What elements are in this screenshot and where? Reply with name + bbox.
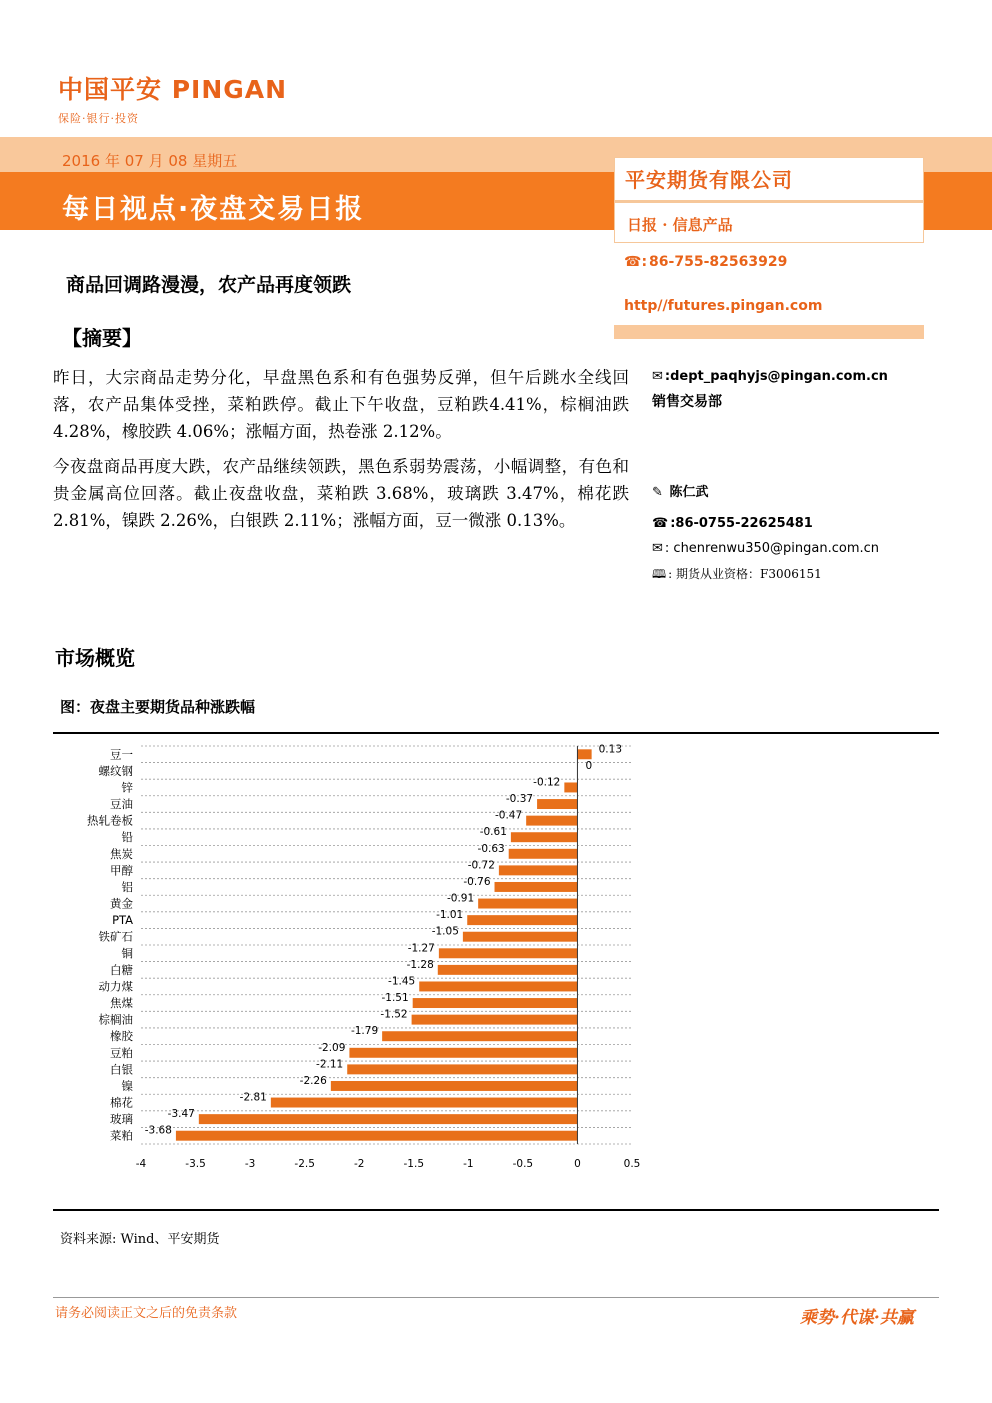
- category-label: 棉花: [110, 1095, 133, 1110]
- summary-heading: 【摘要】: [62, 326, 142, 350]
- bar: [382, 1031, 577, 1041]
- category-label: 豆粕: [110, 1045, 133, 1060]
- value-label: -1.27: [407, 942, 435, 955]
- category-label: 橡胶: [110, 1029, 133, 1044]
- bar: [478, 899, 577, 909]
- category-label: 焦煤: [110, 996, 133, 1011]
- value-label: -3.47: [167, 1108, 195, 1121]
- analyst-phone: [652, 516, 813, 531]
- x-tick-label: 0: [574, 1158, 581, 1170]
- category-label: 豆油: [110, 797, 133, 812]
- value-label: -1.79: [350, 1025, 379, 1038]
- bar: [419, 981, 577, 991]
- summary-paragraph-2: 今夜盘商品再度大跌，农产品继续领跌，黑色系弱势震荡，小幅调整，有色和贵金属高位回落。截止夜盘收盘，菜粕跌 3.68%，玻璃跌 3.47%，棉花跌 2.81%，镍跌 2.26%，白银跌 2.11%；涨幅方面，豆一微涨 0.13%。: [53, 457, 629, 530]
- data-source: 资料来源: Wind、平安期货: [60, 1232, 220, 1247]
- category-label: 豆一: [110, 747, 133, 762]
- report-date: 2016 年 07 月 08 星期五: [62, 152, 238, 170]
- company-panel: [614, 157, 924, 243]
- chart-top-rule: [53, 732, 939, 734]
- category-label: 菜粕: [110, 1128, 133, 1143]
- company-website[interactable]: http//futures.pingan.com: [624, 298, 823, 314]
- chart-caption: 图：夜盘主要期货品种涨跌幅: [60, 698, 256, 716]
- value-label: -0.72: [467, 859, 495, 872]
- department: 销售交易部: [652, 394, 722, 410]
- value-label: 0.13: [598, 743, 623, 756]
- category-label: 焦炭: [110, 846, 133, 861]
- category-label: 螺纹钢: [98, 763, 133, 778]
- value-label: -1.45: [388, 975, 416, 988]
- x-tick-label: -3: [244, 1158, 256, 1170]
- analyst-certificate: [652, 565, 822, 586]
- bar: [412, 1015, 578, 1025]
- value-label: 0: [585, 759, 593, 772]
- website-bar: [614, 325, 924, 339]
- value-label: -2.81: [239, 1091, 267, 1104]
- bar: [438, 965, 578, 975]
- bar: [199, 1114, 578, 1124]
- value-label: -0.61: [479, 826, 507, 839]
- headline: 商品回调路漫漫，农产品再度领跌: [66, 274, 352, 296]
- slogan: 乘势·代谋·共赢: [800, 1308, 914, 1328]
- value-label: -1.51: [381, 992, 409, 1005]
- value-label: -1.01: [436, 909, 464, 922]
- logo-name: 中国平安 PINGAN: [58, 75, 288, 104]
- bar: [347, 1064, 577, 1074]
- book-icon: 🕮: [652, 567, 667, 581]
- company-phone-number: 86-755-82563929: [649, 254, 788, 270]
- analyst: [652, 481, 708, 500]
- value-label: -2.11: [316, 1058, 344, 1071]
- category-label: 铅: [121, 830, 133, 845]
- category-label: 玻璃: [110, 1112, 133, 1127]
- value-label: -1.05: [431, 925, 459, 938]
- report-title: 每日视点·夜盘交易日报: [62, 194, 365, 225]
- category-label: 黄金: [110, 896, 133, 911]
- x-tick-label: -2.5: [294, 1158, 315, 1170]
- phone-icon: ☎: [652, 516, 669, 531]
- bar: [467, 915, 577, 925]
- x-tick-label: -4: [135, 1158, 147, 1170]
- category-label: 棕榈油: [98, 1012, 133, 1027]
- chart-bottom-rule: [53, 1209, 939, 1211]
- analyst-certificate-text: : 期货从业资格：F3006151: [668, 567, 822, 581]
- company-logo: [58, 70, 287, 126]
- x-tick-label: -2: [353, 1158, 365, 1170]
- bar: [564, 782, 577, 792]
- x-tick-label: -3.5: [185, 1158, 206, 1170]
- value-label: -0.91: [446, 892, 475, 905]
- value-label: -1.28: [406, 958, 434, 971]
- value-label: -3.68: [144, 1124, 172, 1137]
- bar: [176, 1131, 578, 1141]
- category-label: 铝: [121, 879, 133, 894]
- value-label: -0.47: [494, 809, 523, 822]
- bar: [577, 749, 591, 759]
- category-label: 动力煤: [98, 979, 133, 994]
- envelope-icon: ✉: [652, 369, 663, 384]
- pen-icon: ✎: [652, 485, 663, 500]
- bar: [463, 932, 578, 942]
- report-type: 日报 · 信息产品: [627, 216, 733, 234]
- x-tick-label: -0.5: [512, 1158, 534, 1170]
- bar: [413, 998, 578, 1008]
- value-label: -2.26: [299, 1074, 327, 1087]
- summary-paragraph-1: 昨日，大宗商品走势分化，早盘黑色系和有色强势反弹，但午后跳水全线回落，农产品集体受挫，菜粕跌停。截止下午收盘，豆粕跌4.41%，棕榈油跌 4.28%，橡胶跌 4.06%；涨幅方面，热卷涨 2.12%。: [53, 368, 629, 441]
- category-label: 甲醇: [110, 863, 133, 878]
- bar: [331, 1081, 578, 1091]
- category-label: 镍: [121, 1078, 133, 1093]
- analyst-name: 陈仁武: [669, 485, 709, 500]
- company-phone: [624, 254, 787, 270]
- bar: [526, 816, 577, 826]
- category-label: 锌: [121, 780, 133, 795]
- x-tick-label: 0.5: [623, 1158, 641, 1170]
- analyst-phone-number: :86-0755-22625481: [670, 516, 813, 531]
- phone-icon: ☎:: [624, 254, 648, 270]
- category-label: PTA: [112, 913, 133, 928]
- dept-email[interactable]: [652, 369, 888, 384]
- bar: [537, 799, 577, 809]
- value-label: -1.52: [380, 1008, 408, 1021]
- category-label: 白银: [110, 1062, 133, 1077]
- analyst-email[interactable]: [652, 541, 879, 556]
- value-label: -0.76: [463, 875, 491, 888]
- logo-tagline: 保险·银行·投资: [58, 112, 139, 125]
- x-tick-label: -1: [463, 1158, 474, 1170]
- bar: [499, 865, 578, 875]
- panel-divider: [615, 200, 923, 203]
- dept-email-text: :dept_paqhyjs@pingan.com.cn: [664, 369, 888, 384]
- night-session-bar-chart: [53, 740, 939, 1180]
- value-label: -0.63: [477, 842, 505, 855]
- category-label: 热轧卷板: [87, 813, 133, 828]
- analyst-email-text: : chenrenwu350@pingan.com.cn: [664, 541, 879, 556]
- bar: [509, 849, 578, 859]
- envelope-icon: ✉: [652, 541, 663, 556]
- bar: [349, 1048, 577, 1058]
- bar: [511, 832, 578, 842]
- footer-rule: [53, 1297, 939, 1298]
- bar: [271, 1098, 578, 1108]
- category-label: 铁矿石: [98, 929, 133, 944]
- value-label: -0.37: [505, 793, 534, 806]
- value-label: -2.09: [318, 1041, 346, 1054]
- company-name: 平安期货有限公司: [625, 168, 793, 192]
- value-label: -0.12: [533, 776, 561, 789]
- x-tick-label: -1.5: [403, 1158, 425, 1170]
- category-label: 白糖: [110, 962, 133, 977]
- section-title: 市场概览: [55, 646, 135, 670]
- bar: [495, 882, 578, 892]
- bar: [439, 948, 578, 958]
- disclaimer-link[interactable]: 请务必阅读正文之后的免责条款: [55, 1306, 238, 1321]
- category-label: 铜: [121, 946, 133, 961]
